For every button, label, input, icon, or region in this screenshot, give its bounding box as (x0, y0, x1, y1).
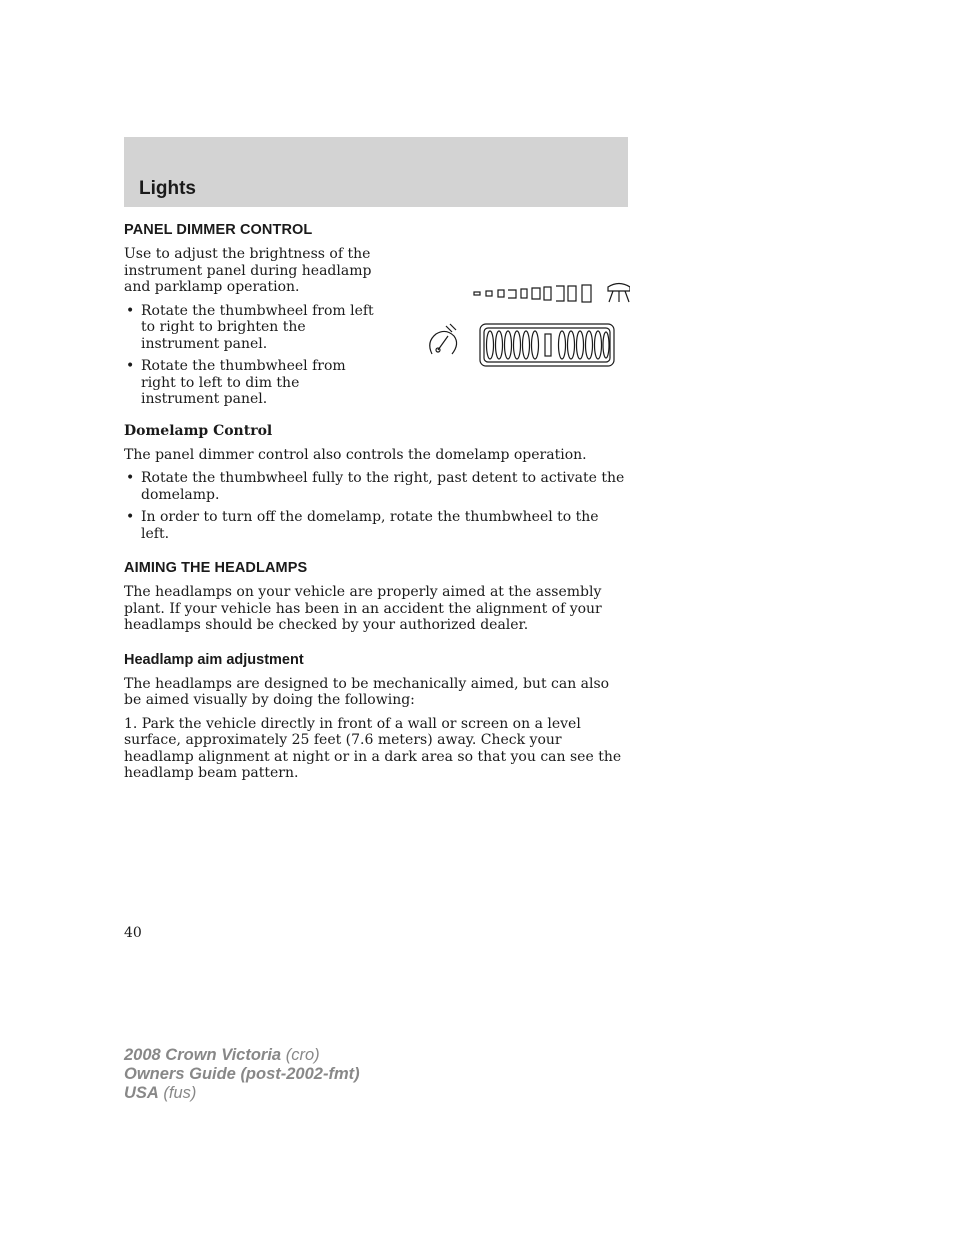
domelamp-list (124, 470, 630, 542)
thumbwheel-dimmer-illustration (390, 246, 630, 376)
adjustment-paragraph: The headlamps are designed to be mechanically aimed, but can also be aimed visually by doing the following: (124, 675, 610, 708)
page-content (124, 221, 630, 789)
list-item: • In order to turn off the domelamp, rotate the thumbwheel to the left. (126, 509, 599, 542)
aiming-paragraph: The headlamps on your vehicle are properly aimed at the assembly plant. If your vehicle has been in an accident the alignment of your headlamps should be checked by your authorized dealer. (124, 584, 602, 633)
aiming-heading: AIMING THE HEADLAMPS (124, 560, 308, 576)
domelamp-heading: Domelamp Control (124, 422, 273, 439)
page-number: 40 (124, 925, 142, 941)
thumbwheel-figure (390, 246, 630, 415)
footer-line-1: 2008 Crown Victoria (cro) (124, 1046, 320, 1064)
adjustment-heading: Headlamp aim adjustment (124, 651, 304, 668)
document-footer (124, 1046, 360, 1103)
footer-line-2: Owners Guide (post-2002-fmt) (124, 1065, 360, 1083)
panel-dimmer-text (124, 246, 380, 415)
section-header-band (124, 137, 628, 207)
panel-dimmer-list (124, 303, 380, 408)
footer-line-3: USA (fus) (124, 1084, 197, 1102)
list-item: • Rotate the thumbwheel from left to right to brighten the instrument panel. (126, 302, 374, 352)
panel-dimmer-section (124, 246, 630, 415)
adjustment-step-1: 1. Park the vehicle directly in front of a wall or screen on a level surface, approximately 25 feet (7.6 meters) away. Check your headlamp alignment at night or in a dark area so that you can see the headlamp beam pattern. (124, 715, 622, 781)
section-title: Lights (139, 178, 196, 199)
list-item: • Rotate the thumbwheel fully to the right, past detent to activate the domelamp. (126, 470, 625, 503)
domelamp-intro: The panel dimmer control also controls the domelamp operation. (124, 446, 587, 463)
panel-dimmer-intro: Use to adjust the brightness of the instrument panel during headlamp and parklamp operation. (124, 246, 372, 295)
panel-dimmer-heading: PANEL DIMMER CONTROL (124, 222, 313, 238)
list-item: • Rotate the thumbwheel from right to left to dim the instrument panel. (126, 358, 346, 407)
